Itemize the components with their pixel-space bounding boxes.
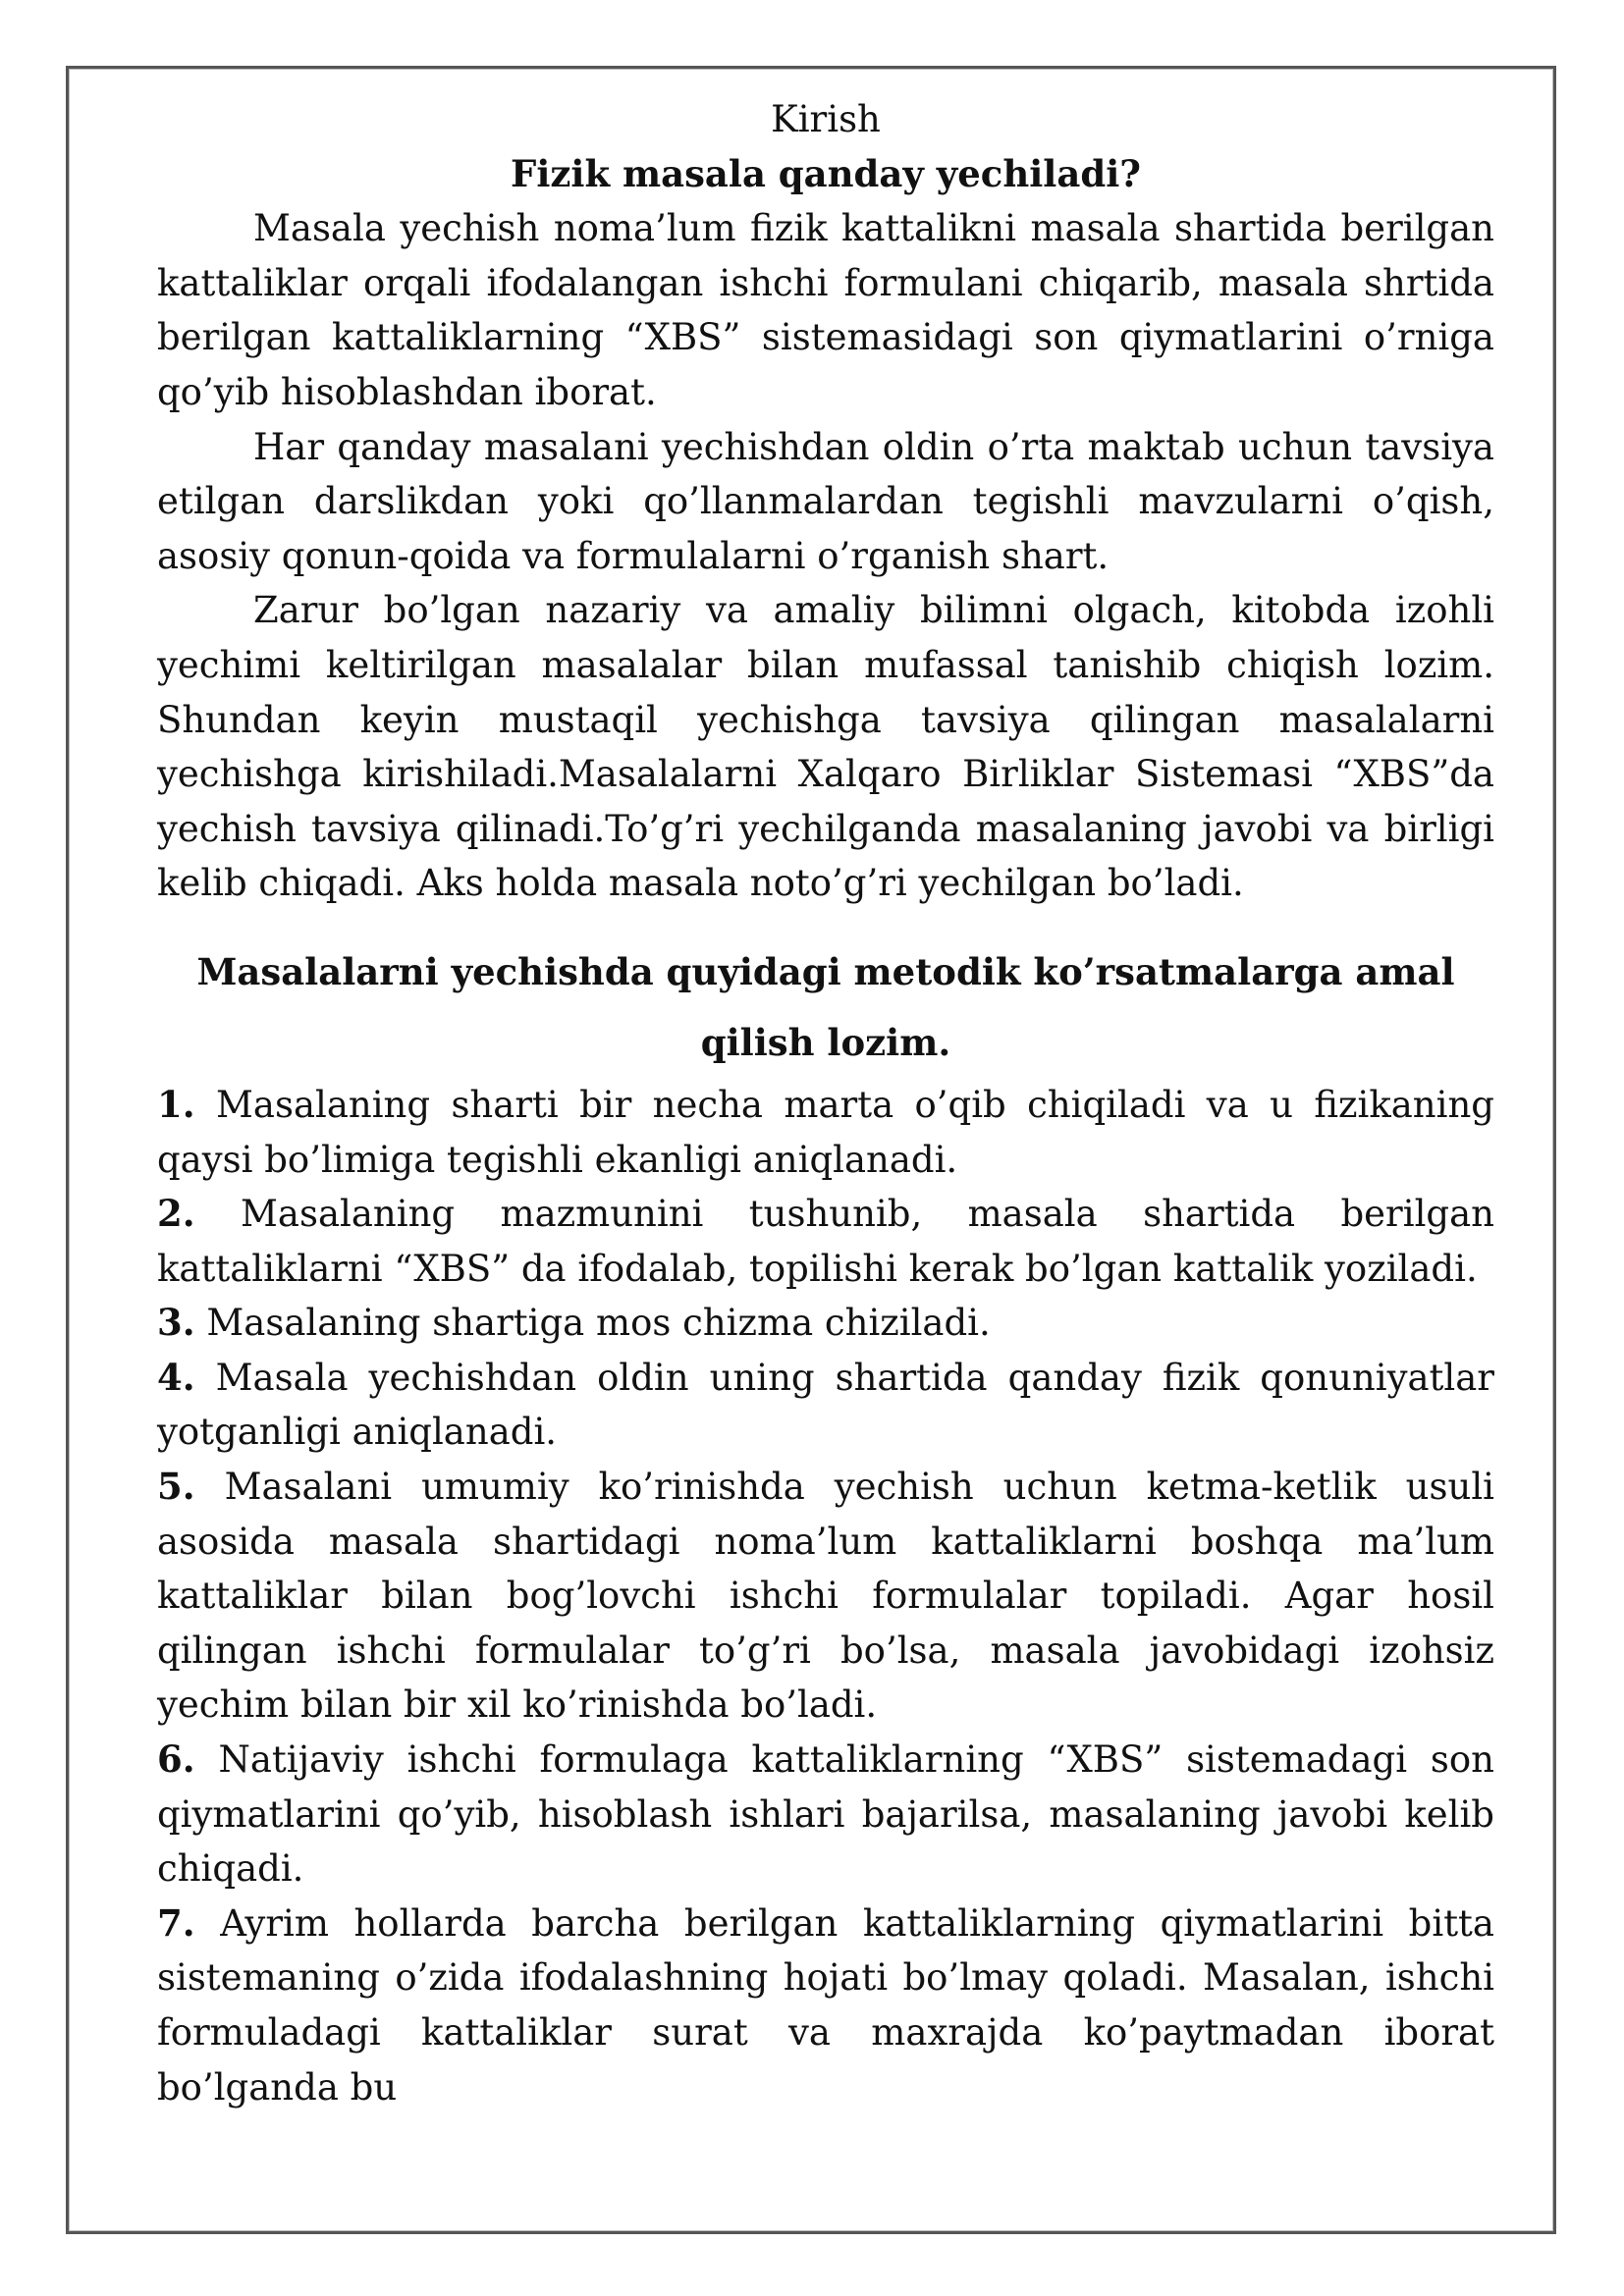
- list-text: Masalani umumiy ko’rinishda yechish uchun ketma-ketlik usuli asosida masala shartidagi noma’lum kattaliklarni boshqa ma’lum kattaliklar bilan bog’lovchi ishchi formulalar topiladi. Agar hosil qilingan ishchi formulalar to’g’ri bo’lsa, masala javobidagi izohsiz yechim bilan bir xil ko’rinishda bo’ladi.: [157, 1466, 1494, 1727]
- list-item: [157, 1460, 1494, 1733]
- list-item: [157, 1187, 1494, 1296]
- list-text: Ayrim hollarda barcha berilgan kattaliklarning qiymatlarini bitta sistemaning o’zida ifodalashning hojati bo’lmay qoladi. Masalan, ishchi formuladagi kattaliklar surat va maxrajda ko’paytmadan iborat bo’lganda bu: [157, 1901, 1494, 2109]
- section-kicker: Kirish: [771, 98, 881, 140]
- list-text: Masalaning shartiga mos chizma chiziladi.: [194, 1302, 991, 1345]
- instruction-list: [157, 1078, 1494, 2114]
- paragraph: Zarur bo’lgan nazariy va amaliy bilimni olgach, kitobda izohli yechimi keltirilgan masalalar bilan mufassal tanishib chiqish lozim. Shundan keyin mustaqil yechishga tavsiya qilingan masalalarni yechishga kirishiladi.Masalalarni Xalqaro Birliklar Sistemasi “XBS”da yechish tavsiya qilinadi.To’g’ri yechilganda masalaning javobi va birligi kelib chiqadi. Aks holda masala noto’g’ri yechilgan bo’ladi.: [157, 589, 1494, 905]
- page-title: Fizik masala qanday yechiladi?: [511, 151, 1141, 195]
- document-body: [157, 92, 1494, 2114]
- list-number: 2.: [157, 1192, 195, 1236]
- list-item: [157, 1896, 1494, 2114]
- list-item: [157, 1351, 1494, 1460]
- paragraph: Har qanday masalani yechishdan oldin o’rta maktab uchun tavsiya etilgan darslikdan yoki qo’llanmalardan tegishli mavzularni o’qish, asosiy qonun-qoida va formulalarni o’rganish shart.: [157, 425, 1494, 577]
- list-number: 6.: [157, 1737, 195, 1782]
- list-item: [157, 1733, 1494, 1896]
- list-number: 4.: [157, 1355, 195, 1399]
- list-text: Masalaning mazmunini tushunib, masala shartida berilgan kattaliklarni “XBS” da ifodalab, topilishi kerak bo’lgan kattalik yoziladi.: [157, 1193, 1494, 1290]
- list-number: 7.: [157, 1900, 195, 1945]
- paragraph: Masala yechish noma’lum fizik kattalikni masala shartida berilgan kattaliklar orqali ifodalangan ishchi formulani chiqarib, masala shrtida berilgan kattaliklarning “XBS” sistemasidagi son qiymatlarini o’rniga qo’yib hisoblashdan iborat.: [157, 207, 1494, 413]
- list-text: Natijaviy ishchi formulaga kattaliklarning “XBS” sistemadagi son qiymatlarini qo’yib, hisoblash ishlari bajarilsa, masalaning javobi kelib chiqadi.: [157, 1738, 1494, 1891]
- list-item: [157, 1078, 1494, 1187]
- list-item: [157, 1296, 1494, 1351]
- list-text: Masalaning sharti bir necha marta o’qib chiqiladi va u fizikaning qaysi bo’limiga tegishli ekanligi aniqlanadi.: [157, 1083, 1494, 1181]
- list-number: 5.: [157, 1465, 195, 1509]
- list-number: 3.: [157, 1301, 195, 1345]
- section-heading: Masalalarni yechishda quyidagi metodik ko’rsatmalarga amal qilish lozim.: [196, 949, 1455, 1064]
- list-text: Masala yechishdan oldin uning shartida qanday fizik qonuniyatlar yotganligi aniqlanadi.: [157, 1356, 1494, 1454]
- list-number: 1.: [157, 1082, 195, 1126]
